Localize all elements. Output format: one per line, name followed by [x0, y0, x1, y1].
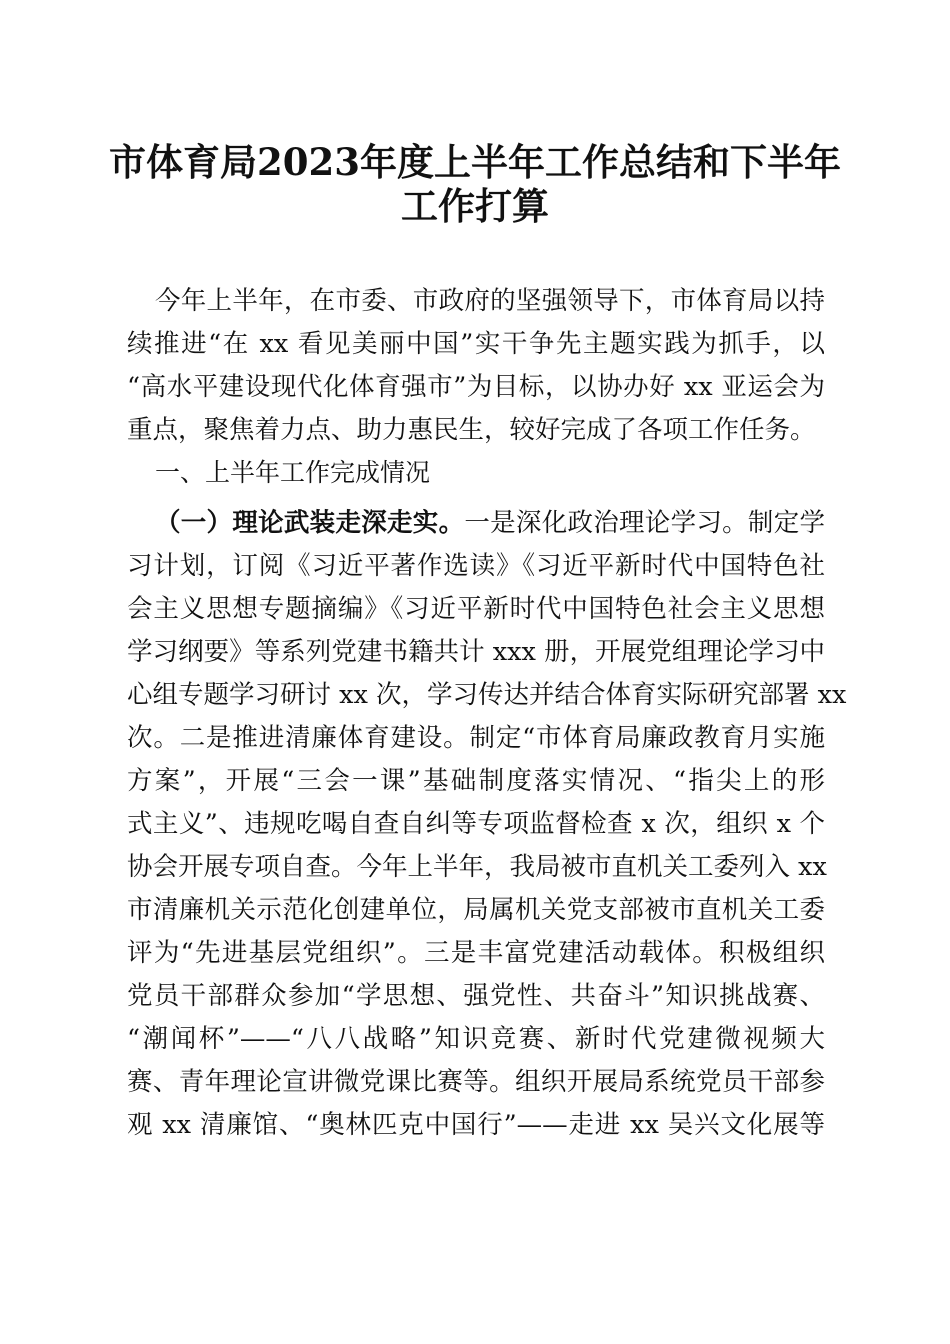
body-line: 党员干部群众参加“学思想、强党性、共奋斗”知识挑战赛、 [127, 981, 825, 1011]
body-line: 方案”，开展“三会一课”基础制度落实情况、“指尖上的形 [127, 766, 825, 796]
body-line: 式主义”、违规吃喝自查自纠等专项监督检查 x 次，组织 x 个 [127, 809, 825, 839]
body-line: 习计划，订阅《习近平著作选读》《习近平新时代中国特色社 [127, 551, 825, 581]
body-line: 会主义思想专题摘编》《习近平新时代中国特色社会主义思想 [127, 594, 825, 624]
body-line: “潮闻杯”——“八八战略”知识竞赛、新时代党建微视频大 [127, 1024, 825, 1054]
subsection-first-line-text: 一是深化政治理论学习。制定学 [464, 508, 825, 538]
intro-line: 重点，聚焦着力点、助力惠民生，较好完成了各项工作任务。 [127, 415, 816, 445]
body-line: 赛、青年理论宣讲微党课比赛等。组织开展局系统党员干部参 [127, 1067, 825, 1097]
subsection-lead: （一）理论武装走深走实。 [155, 508, 465, 538]
section-heading: 一、上半年工作完成情况 [155, 458, 431, 487]
body-line: 次。二是推进清廉体育建设。制定“市体育局廉政教育月实施 [127, 723, 825, 753]
document-title-line-2: 工作打算 [401, 184, 549, 228]
intro-line: 今年上半年，在市委、市政府的坚强领导下，市体育局以持 [155, 286, 825, 316]
body-line: 市清廉机关示范化创建单位，局属机关党支部被市直机关工委 [127, 895, 825, 925]
body-line: 观 xx 清廉馆、“奥林匹克中国行”——走进 xx 吴兴文化展等 [127, 1110, 825, 1140]
document-title-line-1: 市体育局2023年度上半年工作总结和下半年 [109, 140, 841, 184]
intro-line: 续推进“在 xx 看见美丽中国”实干争先主题实践为抓手，以 [127, 329, 825, 359]
body-line: 心组专题学习研讨 xx 次，学习传达并结合体育实际研究部署 xx [127, 680, 847, 710]
body-line: 协会开展专项自查。今年上半年，我局被市直机关工委列入 xx [127, 852, 827, 882]
intro-line: “高水平建设现代化体育强市”为目标，以协办好 xx 亚运会为 [127, 372, 825, 402]
body-line: 学习纲要》等系列党建书籍共计 xxx 册，开展党组理论学习中 [127, 637, 825, 667]
subsection-first-line [155, 508, 825, 538]
body-line: 评为“先进基层党组织”。三是丰富党建活动载体。积极组织 [127, 938, 825, 968]
